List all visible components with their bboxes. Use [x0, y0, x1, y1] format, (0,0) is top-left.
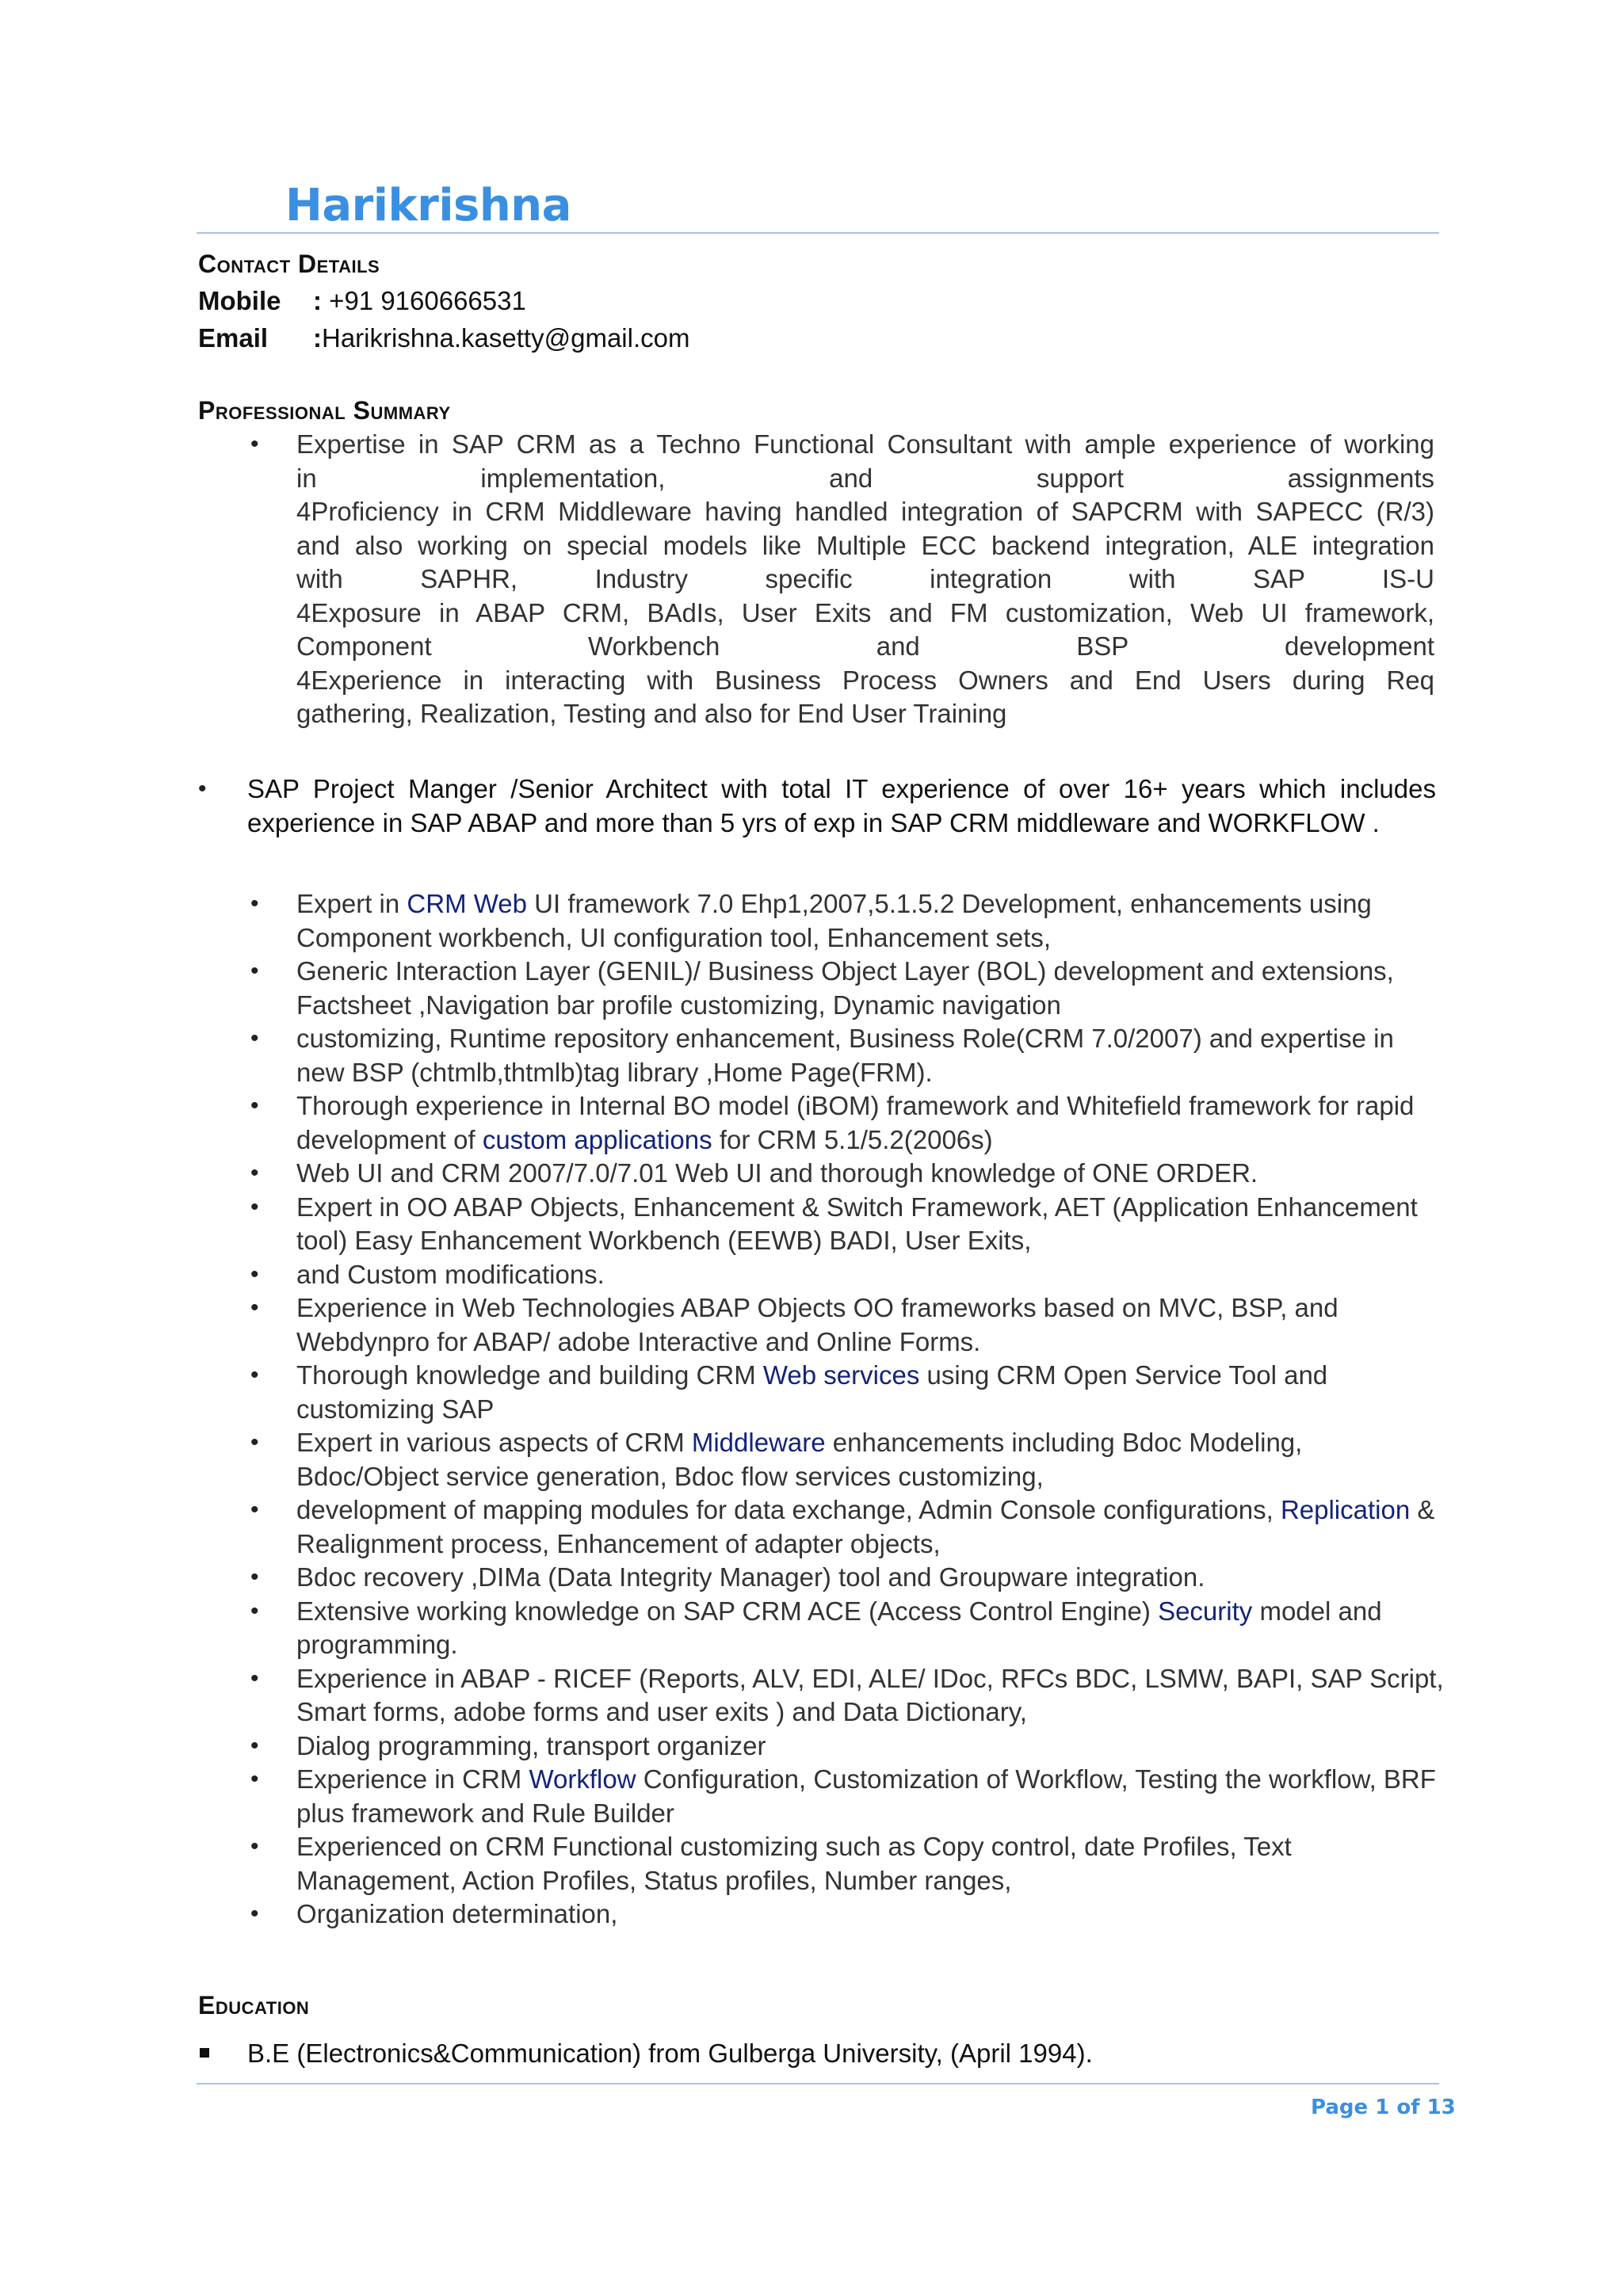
skill-text-tail: enhancements including Bdoc Modeling, Bdoc/Object service generation, Bdoc flow services customizing,	[296, 1428, 1303, 1491]
skill-text-tail: UI framework 7.0 Ehp1,2007,5.1.5.2 Development, enhancements using Component workbench, UI configuration tool, Enhancement sets,	[296, 889, 1372, 952]
bullet-dot-icon: •	[250, 891, 259, 917]
email-separator: :	[313, 323, 322, 353]
skill-text-tail: Configuration, Customization of Workflow, Testing the workflow, BRF plus framework and Rule Builder	[296, 1764, 1436, 1828]
skill-text: Thorough knowledge and building CRM	[296, 1360, 763, 1390]
mobile-separator: :	[313, 286, 322, 315]
bullet-dot-icon: •	[250, 958, 259, 984]
skill-text: Experience in ABAP - RICEF (Reports, ALV, EDI, ALE/ IDoc, RFCs BDC, LSMW, BAPI, SAP Script, Smart forms, adobe forms and user exits ) and Data Dictionary,	[296, 1663, 1444, 1726]
bullet-dot-icon: •	[250, 1833, 259, 1859]
skill-text-tail: model and programming.	[296, 1596, 1382, 1659]
skill-item	[250, 1662, 1445, 1730]
header-divider	[197, 232, 1439, 234]
skill-highlight: Security	[1158, 1596, 1253, 1626]
skill-text: customizing, Runtime repository enhancement, Business Role(CRM 7.0/2007) and expertise in new BSP (chtmlb,thtmlb)tag library ,Home Page(FRM).	[296, 1024, 1394, 1087]
skill-text: development of mapping modules for data exchange, Admin Console configurations,	[296, 1495, 1281, 1524]
summary-heading: Professional Summary	[198, 396, 451, 425]
bullet-dot-icon: •	[250, 1193, 259, 1220]
skill-highlight: custom applications	[482, 1124, 712, 1154]
bullet-dot-icon: •	[250, 1160, 259, 1186]
mobile-label: Mobile	[198, 286, 281, 315]
skill-text-tail: for CRM 5.1/5.2(2006s)	[712, 1124, 993, 1154]
bullet-dot-icon: •	[250, 1901, 259, 1927]
skill-text: Organization determination,	[296, 1899, 618, 1928]
email-label: Email	[198, 323, 269, 353]
skill-item	[250, 1359, 1445, 1426]
skill-text: Extensive working knowledge on SAP CRM ACE (Access Control Engine)	[296, 1596, 1159, 1626]
skill-item	[250, 887, 1445, 955]
skill-text: Experience in CRM	[296, 1764, 529, 1794]
skill-text: Generic Interaction Layer (GENIL)/ Business Object Layer (BOL) development and extensions, Factsheet ,Navigation bar profile customizing, Dynamic navigation	[296, 956, 1394, 1020]
skill-item	[250, 1191, 1445, 1258]
bullet-dot-icon: •	[198, 776, 207, 802]
email-row	[198, 321, 689, 356]
summary-line: gathering, Realization, Testing and also for End User Training	[296, 699, 1007, 728]
skill-highlight: Workflow	[529, 1764, 636, 1794]
skill-text: Experience in Web Technologies ABAP Objects OO frameworks based on MVC, BSP, and Webdynpro for ABAP/ adobe Interactive and Online Forms.	[296, 1293, 1338, 1356]
skill-text: Experienced on CRM Functional customizing such as Copy control, date Profiles, Text Management, Action Profiles, Status profiles, Number ranges,	[296, 1832, 1292, 1895]
summary-line: 4Experience in interacting with Business Process Owners and End Users during Req	[296, 665, 1434, 695]
bullet-dot-icon: •	[250, 431, 259, 457]
education-item	[247, 2037, 1093, 2070]
skill-text: Bdoc recovery ,DIMa (Data Integrity Manager) tool and Groupware integration.	[296, 1562, 1205, 1592]
summary-line: 4Proficiency in CRM Middleware having handled integration of SAPCRM with SAPECC (R/3)	[296, 497, 1434, 526]
summary-list	[250, 428, 1434, 731]
skill-text: Thorough experience in Internal BO model (iBOM) framework and Whitefield framework for rapid development of	[296, 1091, 1415, 1154]
square-bullet-icon	[200, 2048, 209, 2058]
skill-text: Dialog programming, transport organizer	[296, 1730, 766, 1760]
bullet-dot-icon: •	[250, 1564, 259, 1590]
skill-item	[250, 1291, 1445, 1359]
bullet-dot-icon: •	[250, 1665, 259, 1691]
page-number: Page 1 of 13	[1311, 2096, 1456, 2119]
skill-item	[250, 1561, 1445, 1595]
bullet-dot-icon: •	[250, 1497, 259, 1523]
skill-item	[250, 1595, 1445, 1662]
skill-item	[250, 1157, 1445, 1191]
skill-item	[250, 1763, 1445, 1830]
skill-item	[250, 1022, 1445, 1089]
mobile-value: +91 9160666531	[329, 286, 526, 315]
summary-line: in implementation, and support assignments	[296, 463, 1434, 493]
overview-text: SAP Project Manger /Senior Architect with total IT experience of over 16+ years which includes experience in SAP ABAP and more than 5 yrs of exp in SAP CRM middleware and WORKFLOW .	[247, 774, 1436, 837]
bullet-dot-icon: •	[250, 1362, 259, 1388]
skill-item	[250, 1258, 1445, 1292]
summary-line: 4Exposure in ABAP CRM, BAdIs, User Exits and FM customization, Web UI framework,	[296, 597, 1434, 627]
skill-highlight: Replication	[1280, 1495, 1411, 1524]
bullet-dot-icon: •	[250, 1025, 259, 1051]
skill-text: and Custom modifications.	[296, 1259, 605, 1289]
education-text: B.E (Electronics&Communication) from Gulberga University, (April 1994).	[247, 2039, 1093, 2068]
summary-line: with SAPHR, Industry specific integration with SAP IS-U	[296, 564, 1434, 593]
email-value: Harikrishna.kasetty@gmail.com	[322, 323, 690, 353]
skill-text: Expert in various aspects of CRM	[296, 1428, 692, 1457]
skills-list	[250, 887, 1445, 1932]
overview-bullet	[198, 772, 1436, 840]
footer-divider	[197, 2083, 1439, 2084]
skill-text: Expert in OO ABAP Objects, Enhancement & Switch Framework, AET (Application Enhancement tool) Easy Enhancement Workbench (EEWB) BADI, User Exits,	[296, 1192, 1418, 1255]
bullet-dot-icon: •	[250, 1295, 259, 1321]
skill-item	[250, 1897, 1445, 1932]
summary-line: and also working on special models like Multiple ECC backend integration, ALE integration	[296, 530, 1434, 560]
skill-text: Expert in	[296, 889, 407, 918]
bullet-dot-icon: •	[250, 1093, 259, 1119]
skill-highlight: Web services	[762, 1360, 920, 1390]
education-heading: Education	[198, 1991, 310, 2019]
bullet-dot-icon: •	[250, 1766, 259, 1792]
bullet-dot-icon: •	[250, 1261, 259, 1287]
skill-highlight: CRM Web	[407, 889, 527, 918]
skill-item	[250, 1089, 1445, 1157]
skill-item	[250, 1426, 1445, 1493]
summary-item	[250, 428, 1434, 731]
skill-text-tail: using CRM Open Service Tool and customizing SAP	[296, 1360, 1328, 1424]
bullet-dot-icon: •	[250, 1732, 259, 1759]
summary-line: Component Workbench and BSP development	[296, 631, 1434, 661]
mobile-row	[198, 284, 526, 318]
skill-item	[250, 1730, 1445, 1764]
bullet-dot-icon: •	[250, 1429, 259, 1455]
candidate-name: Harikrishna	[285, 180, 571, 231]
skill-highlight: Middleware	[691, 1428, 826, 1457]
contact-heading: Contact Details	[198, 250, 380, 278]
skill-text: Web UI and CRM 2007/7.0/7.01 Web UI and thorough knowledge of ONE ORDER.	[296, 1158, 1258, 1188]
skill-text-tail: & Realignment process, Enhancement of adapter objects,	[296, 1495, 1435, 1558]
summary-line: Expertise in SAP CRM as a Techno Functional Consultant with ample experience of working	[296, 429, 1434, 459]
skill-item	[250, 955, 1445, 1022]
bullet-dot-icon: •	[250, 1597, 259, 1624]
skill-item	[250, 1493, 1445, 1561]
skill-item	[250, 1830, 1445, 1897]
